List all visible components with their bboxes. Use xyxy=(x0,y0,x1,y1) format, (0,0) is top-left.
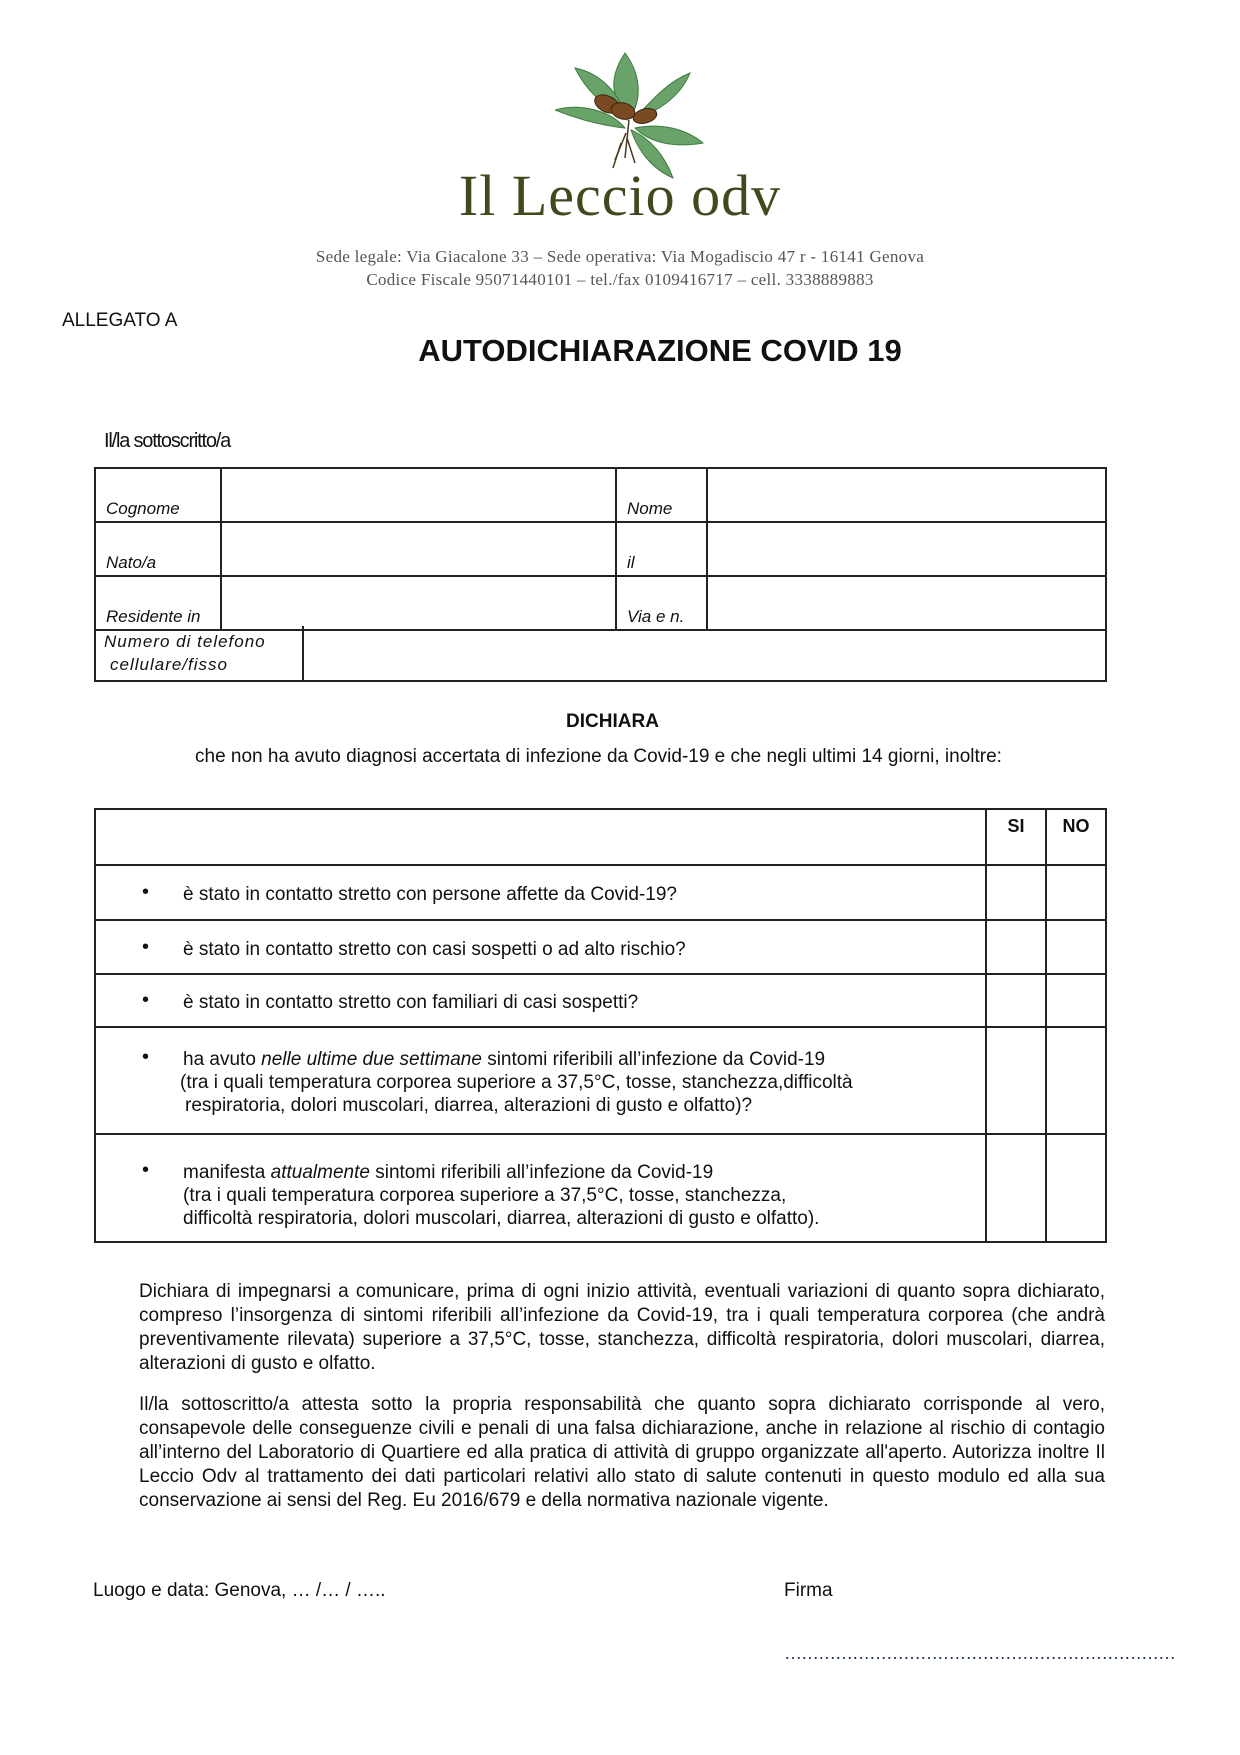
document-title: AUTODICHIARAZIONE COVID 19 xyxy=(418,333,902,368)
question-4-si-checkbox[interactable] xyxy=(986,1027,1046,1134)
bullet: • xyxy=(142,1159,150,1181)
question-2-no-checkbox[interactable] xyxy=(1046,920,1106,974)
via-field[interactable] xyxy=(707,576,1106,630)
address-line-2: Codice Fiscale 95071440101 – tel./fax 0109416717 – cell. 3338889883 xyxy=(366,270,874,289)
table-row xyxy=(95,920,1106,974)
question-4-text xyxy=(180,1048,853,1117)
question-2-si-checkbox[interactable] xyxy=(986,920,1046,974)
phone-table xyxy=(94,626,1107,682)
subscriber-label: Il/la sottoscritto/a xyxy=(104,430,231,452)
bullet: • xyxy=(142,1046,150,1068)
org-name: Il Leccio odv xyxy=(458,163,782,228)
table-row xyxy=(95,865,1106,920)
q5-pre: manifesta xyxy=(183,1162,271,1183)
luogo-data-field[interactable]: Luogo e data: Genova, … /… / ….. xyxy=(93,1580,386,1601)
table-row xyxy=(95,522,1106,576)
question-3-si-checkbox[interactable] xyxy=(986,974,1046,1027)
cognome-label: Cognome xyxy=(95,468,221,522)
question-5-si-checkbox[interactable] xyxy=(986,1134,1046,1242)
telefono-label-line2: cellulare/fisso xyxy=(110,655,228,674)
question-5-line2: (tra i quali temperatura corporea superiore a 37,5°C, tosse, stanchezza, xyxy=(183,1185,787,1206)
residente-label: Residente in xyxy=(95,576,221,630)
question-4-line1 xyxy=(183,1048,853,1071)
table-row xyxy=(95,1027,1106,1134)
data-nascita-field[interactable] xyxy=(707,522,1106,576)
personal-data-table xyxy=(94,467,1107,631)
header-si: SI xyxy=(986,809,1046,865)
question-2 xyxy=(95,920,986,974)
nato-field[interactable] xyxy=(221,522,616,576)
via-label: Via e n. xyxy=(616,576,707,630)
question-1-text: è stato in contatto stretto con persone affette da Covid-19? xyxy=(183,884,677,905)
table-row xyxy=(95,974,1106,1027)
allegato-label: ALLEGATO A xyxy=(62,310,178,331)
header-no: NO xyxy=(1046,809,1106,865)
nome-label: Nome xyxy=(616,468,707,522)
q4-post: sintomi riferibili all’infezione da Covid-19 xyxy=(481,1049,826,1070)
questions-table xyxy=(94,808,1107,1243)
nome-field[interactable] xyxy=(707,468,1106,522)
firma-signature-line[interactable]: …………………………………………………………… xyxy=(784,1643,1175,1663)
dichiara-heading: DICHIARA xyxy=(566,711,659,732)
dichiara-intro: che non ha avuto diagnosi accertata di infezione da Covid-19 e che negli ultimi 14 giorni, inoltre: xyxy=(195,746,1002,767)
question-4 xyxy=(95,1027,986,1134)
header-empty-cell xyxy=(95,809,986,865)
commitment-paragraph: Dichiara di impegnarsi a comunicare, prima di ogni inizio attività, eventuali variazioni di quanto sopra dichiarato, compreso l’insorgenza di sintomi riferibili all’infezione da Covid-19, tra i quali temperatura corporea (che andrà preventivamente rilevata) superiore a 37,5°C, tosse, stanchezza, difficoltà respiratoria, dolori muscolari, diarrea, alterazioni di gusto e olfatto. xyxy=(139,1281,1105,1374)
question-5-text xyxy=(183,1161,819,1230)
table-row xyxy=(95,1134,1106,1242)
firma-label: Firma xyxy=(784,1580,833,1601)
q4-pre: ha avuto xyxy=(183,1049,262,1070)
question-5-line1 xyxy=(183,1161,819,1184)
question-1 xyxy=(95,865,986,920)
nato-label: Nato/a xyxy=(95,522,221,576)
il-label: il xyxy=(616,522,707,576)
residente-field[interactable] xyxy=(221,576,616,630)
q5-post: sintomi riferibili all’infezione da Covid-19 xyxy=(369,1162,714,1183)
attestation-paragraph: Il/la sottoscritto/a attesta sotto la propria responsabilità che quanto sopra dichiarato corrisponde al vero, consapevole delle conseguenze civili e penali di una falsa dichiarazione, anche in relazione al rischio di contagio all’interno del Laboratorio di Quartiere ed alla pratica di attività di gruppo organizzate all'aperto. Autorizza inoltre Il Leccio Odv al trattamento dei dati particolari relativi allo stato di salute contenuti in questo modulo ed alla sua conservazione ai sensi del Reg. Eu 2016/679 e della normativa nazionale vigente. xyxy=(139,1394,1105,1511)
question-3 xyxy=(95,974,986,1027)
question-1-no-checkbox[interactable] xyxy=(1046,865,1106,920)
question-5-line3: difficoltà respiratoria, dolori muscolari, diarrea, alterazioni di gusto e olfatto). xyxy=(183,1208,820,1229)
cognome-field[interactable] xyxy=(221,468,616,522)
question-1-si-checkbox[interactable] xyxy=(986,865,1046,920)
q4-emphasis: nelle ultime due settimane xyxy=(261,1049,482,1070)
question-3-no-checkbox[interactable] xyxy=(1046,974,1106,1027)
address-line-1: Sede legale: Via Giacalone 33 – Sede operativa: Via Mogadiscio 47 r - 16141 Genova xyxy=(315,247,925,266)
question-2-text: è stato in contatto stretto con casi sospetti o ad alto rischio? xyxy=(183,939,686,960)
bullet: • xyxy=(142,936,150,958)
table-row xyxy=(95,468,1106,522)
bullet: • xyxy=(142,881,150,903)
bullet: • xyxy=(142,989,150,1011)
table-row xyxy=(95,576,1106,630)
telefono-label-line1: Numero di telefono xyxy=(104,632,266,651)
table-row xyxy=(95,809,1106,865)
table-row xyxy=(95,626,1106,681)
question-4-line2: (tra i quali temperatura corporea superiore a 37,5°C, tosse, stanchezza,difficoltà xyxy=(180,1072,853,1093)
question-3-text: è stato in contatto stretto con familiari di casi sospetti? xyxy=(183,992,639,1013)
question-5-no-checkbox[interactable] xyxy=(1046,1134,1106,1242)
telefono-field[interactable] xyxy=(303,626,1106,681)
question-5 xyxy=(95,1134,986,1242)
question-4-no-checkbox[interactable] xyxy=(1046,1027,1106,1134)
telefono-label xyxy=(95,626,303,681)
question-4-line3: respiratoria, dolori muscolari, diarrea, alterazioni di gusto e olfatto)? xyxy=(185,1095,753,1116)
q5-emphasis: attualmente xyxy=(270,1162,370,1183)
